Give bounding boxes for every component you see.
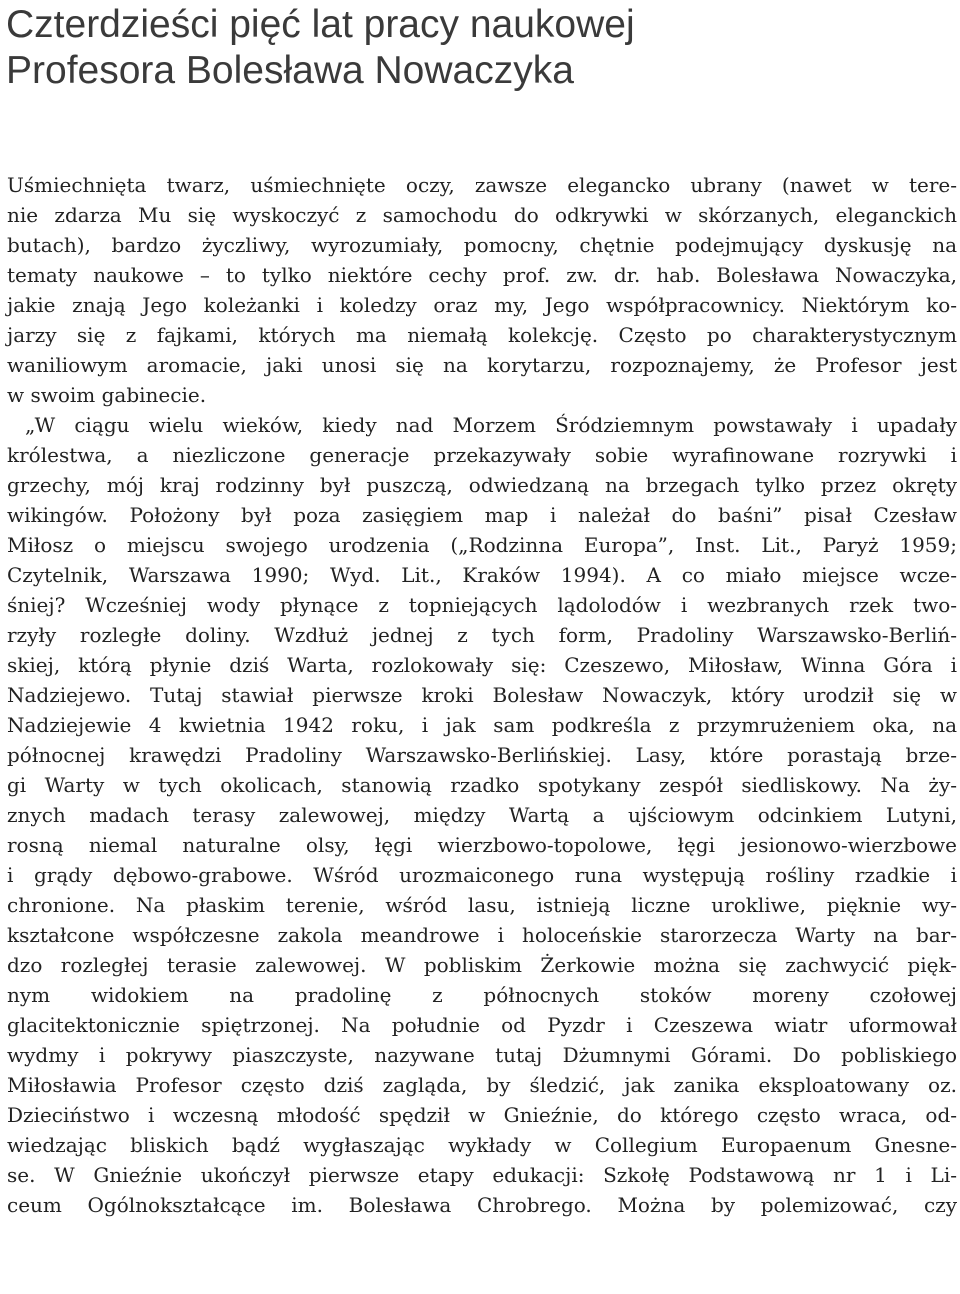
title-line: Profesora Bolesława Nowaczyka bbox=[6, 49, 574, 92]
text-line: Nadziejewo. Tutaj stawiał pierwsze kroki Bolesław Nowaczyk, który urodził się w bbox=[7, 683, 957, 707]
text-line: skiej, którą płynie dziś Warta, rozlokowały się: Czeszewo, Miłosław, Winna Góra i bbox=[7, 653, 957, 677]
text-line: wikingów. Położony był poza zasięgiem map i należał do baśni” pisał Czesław bbox=[7, 503, 957, 527]
article-title bbox=[6, 2, 956, 94]
text-line: wiedzając bliskich bądź wygłaszając wykłady w Collegium Europaenum Gnesne- bbox=[7, 1133, 957, 1157]
paragraph-1 bbox=[7, 170, 957, 410]
text-line: dzo rozległej terasie zalewowej. W pobliskim Żerkowie można się zachwycić pięk- bbox=[7, 953, 957, 977]
title-line: Czterdzieści pięć lat pracy naukowej bbox=[6, 3, 635, 46]
text-line: kształcone współczesne zakola meandrowe i holoceńskie starorzecza Warty na bar- bbox=[7, 923, 957, 947]
text-line: nym widokiem na pradolinę z północnych stoków moreny czołowej bbox=[7, 983, 957, 1007]
text-line: glacitektonicznie spiętrzonej. Na południe od Pyzdr i Czeszewa wiatr uformował bbox=[7, 1013, 957, 1037]
text-line: i grądy dębowo-grabowe. Wśród urozmaiconego runa występują rośliny rzadkie i bbox=[7, 863, 957, 887]
text-line: Miłosz o miejscu swojego urodzenia („Rodzinna Europa”, Inst. Lit., Paryż 1959; bbox=[7, 533, 957, 557]
text-line: Miłosławia Profesor często dziś zagląda, by śledzić, jak zanika eksploatowany oz. bbox=[7, 1073, 957, 1097]
text-line: waniliowym aromacie, jaki unosi się na korytarzu, rozpoznajemy, że Profesor jest bbox=[7, 353, 957, 377]
text-line: „W ciągu wielu wieków, kiedy nad Morzem Śródziemnym powstawały i upadały bbox=[25, 413, 957, 437]
text-line: Uśmiechnięta twarz, uśmiechnięte oczy, zawsze elegancko ubrany (nawet w tere- bbox=[7, 173, 957, 197]
text-line: se. W Gnieźnie ukończył pierwsze etapy edukacji: Szkołę Podstawową nr 1 i Li- bbox=[7, 1163, 957, 1187]
text-line: gi Warty w tych okolicach, stanowią rzadko spotykany zespół siedliskowy. Na ży- bbox=[7, 773, 957, 797]
text-line: tematy naukowe – to tylko niektóre cechy prof. zw. dr. hab. Bolesława Nowaczyka, bbox=[7, 263, 957, 287]
text-line: butach), bardzo życzliwy, wyrozumiały, pomocny, chętnie podejmujący dyskusję na bbox=[7, 233, 957, 257]
text-line: śniej? Wcześniej wody płynące z topniejących lądolodów i wezbranych rzek two- bbox=[7, 593, 957, 617]
text-line: Czytelnik, Warszawa 1990; Wyd. Lit., Kraków 1994). A co miało miejsce wcze- bbox=[7, 563, 957, 587]
text-line: królestwa, a niezliczone generacje przekazywały sobie wyrafinowane rozrywki i bbox=[7, 443, 957, 467]
text-line: Nadziejewie 4 kwietnia 1942 roku, i jak sam podkreśla z przymrużeniem oka, na bbox=[7, 713, 957, 737]
article-body bbox=[7, 170, 957, 1220]
text-line: jarzy się z fajkami, których ma niemałą kolekcję. Często po charakterystycznym bbox=[7, 323, 957, 347]
text-line: znych madach terasy zalewowej, między Wartą a ujściowym odcinkiem Lutyni, bbox=[7, 803, 957, 827]
text-line: nie zdarza Mu się wyskoczyć z samochodu do odkrywki w skórzanych, eleganckich bbox=[7, 203, 957, 227]
text-line: grzechy, mój kraj rodzinny był puszczą, odwiedzaną na brzegach tylko przez okręty bbox=[7, 473, 957, 497]
text-line: północnej krawędzi Pradoliny Warszawsko-Berlińskiej. Lasy, które porastają brze- bbox=[7, 743, 957, 767]
text-line: ceum Ogólnokształcące im. Bolesława Chrobrego. Można by polemizować, czy bbox=[7, 1193, 957, 1217]
text-line: wydmy i pokrywy piaszczyste, nazywane tutaj Dżumnymi Górami. Do pobliskiego bbox=[7, 1043, 957, 1067]
text-line: w swoim gabinecie. bbox=[7, 383, 207, 407]
text-line: jakie znają Jego koleżanki i koledzy oraz my, Jego współpracownicy. Niektórym ko- bbox=[7, 293, 957, 317]
text-line: rzyły rozległe doliny. Wzdłuż jednej z tych form, Pradoliny Warszawsko-Berliń- bbox=[7, 623, 957, 647]
text-line: chronione. Na płaskim terenie, wśród lasu, istnieją liczne urokliwe, pięknie wy- bbox=[7, 893, 957, 917]
text-line: rosną niemal naturalne olsy, łęgi wierzbowo-topolowe, łęgi jesionowo-wierzbowe bbox=[7, 833, 957, 857]
paragraph-2 bbox=[7, 410, 957, 1220]
text-line: Dzieciństwo i wczesną młodość spędził w Gnieźnie, do którego często wraca, od- bbox=[7, 1103, 957, 1127]
